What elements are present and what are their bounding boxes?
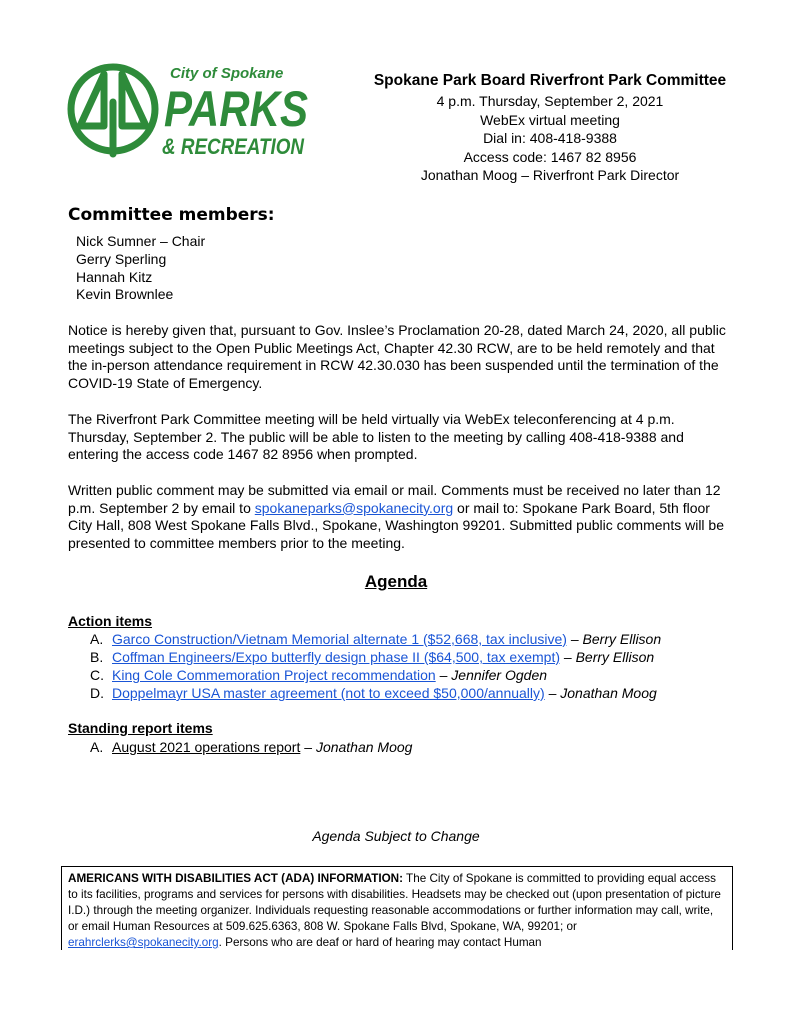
logo-city-text: City of Spokane — [170, 65, 284, 82]
meeting-header — [330, 70, 770, 185]
item-presenter: Berry Ellison — [575, 649, 655, 665]
committee-member: Nick Sumner – Chair — [76, 233, 206, 249]
action-item-link[interactable]: Coffman Engineers/Expo butterfly design phase II ($64,500, tax exempt) — [112, 649, 560, 665]
agenda-heading: Agenda — [364, 572, 428, 591]
item-presenter: Jennifer Ogden — [451, 667, 548, 683]
standing-items-heading: Standing report items — [68, 720, 213, 736]
meeting-director: Jonathan Moog – Riverfront Park Director — [420, 167, 680, 183]
hr-email-link[interactable]: erahrclerks@spokanecity.org — [68, 936, 219, 949]
item-letter: C. — [90, 667, 104, 683]
committee-member: Hannah Kitz — [76, 268, 153, 285]
agenda-change-note: Agenda Subject to Change — [312, 828, 480, 844]
meeting-dial-in: Dial in: 408-418-9388 — [483, 130, 617, 146]
item-presenter: Jonathan Moog — [560, 685, 657, 701]
action-item — [90, 648, 654, 666]
action-item — [90, 666, 547, 684]
item-letter: D. — [90, 685, 104, 701]
item-letter: A. — [90, 739, 104, 755]
notice-paragraph-webex: The Riverfront Park Committee meeting will be held virtually via WebEx teleconferencing at 4 p.m. Thursday, September 2. The public will be able to listen to the meeting by calling 408-418-9388 and entering the access code 1467 82 8956 when prompted. — [68, 411, 684, 463]
parks-email-link[interactable]: spokaneparks@spokanecity.org — [254, 499, 454, 516]
committee-members-list — [76, 233, 205, 304]
notice-paragraph-proclamation: Notice is hereby given that, pursuant to Gov. Inslee’s Proclamation 20-28, dated March 24, 2020, all public meetings subject to the Open Public Meetings Act, Chapter 42.30 RCW, are to be held remotely and that the in-person attendance requirement in RCW 42.30.030 has been suspended until the termination of the COVID-19 State of Emergency. — [68, 322, 726, 392]
item-letter: A. — [90, 631, 104, 647]
action-item-link[interactable]: Garco Construction/Vietnam Memorial alternate 1 ($52,668, tax inclusive) — [112, 631, 567, 647]
action-item-link[interactable]: Doppelmayr USA master agreement (not to exceed $50,000/annually) — [112, 685, 545, 701]
action-item-link[interactable]: King Cole Commemoration Project recommendation — [112, 667, 436, 683]
meeting-title: Spokane Park Board Riverfront Park Committee — [373, 72, 727, 89]
item-presenter: Jonathan Moog — [315, 739, 413, 755]
action-item — [90, 684, 657, 702]
logo-parks-text: PARKS — [164, 81, 308, 137]
logo-recreation-text: & RECREATION — [162, 134, 305, 159]
tree-mark-icon — [71, 67, 155, 154]
item-presenter: Berry Ellison — [582, 631, 662, 647]
committee-member: Kevin Brownlee — [76, 286, 174, 303]
action-items-heading: Action items — [68, 613, 153, 629]
standing-item-title: August 2021 operations report — [112, 739, 301, 755]
item-separator: – — [435, 667, 452, 683]
committee-member: Gerry Sperling — [76, 250, 167, 267]
ada-text-after: . Persons who are deaf or hard of hearing may contact Human — [218, 936, 542, 949]
comment-text-before: Written public comment may be submitted via email or mail. Comments must be received no later than 12 p.m. September 2 by email to — [68, 482, 721, 516]
item-separator: – — [560, 649, 576, 665]
ada-text-before: The City of Spokane is committed to providing equal access to its facilities, programs and services for persons with disabilities. Headsets may be checked out (upon presentation of picture I.D.) through the meeting organizer. Individuals requesting reasonable accommodations or further information may call, write, or email Human Resources at 509.625.6363, 808 W. Spokane Falls Blvd, Spokane, WA, 99201; or — [68, 872, 721, 933]
parks-logo — [66, 62, 312, 162]
action-item — [90, 630, 661, 648]
item-separator: – — [300, 739, 316, 755]
meeting-time: 4 p.m. Thursday, September 2, 2021 — [436, 93, 664, 109]
standing-item — [90, 738, 412, 756]
meeting-access-code: Access code: 1467 82 8956 — [463, 148, 637, 165]
committee-heading: Committee members: — [68, 205, 275, 225]
item-separator: – — [566, 631, 583, 647]
notice-paragraph-comment — [68, 482, 728, 553]
item-letter: B. — [90, 649, 104, 665]
parks-logo-graphic — [66, 62, 312, 162]
ada-information-box — [61, 866, 733, 950]
meeting-venue: WebEx virtual meeting — [480, 111, 620, 128]
ada-label: AMERICANS WITH DISABILITIES ACT (ADA) INFORMATION: — [68, 872, 404, 885]
comment-text-after: or mail to: Spokane Park Board, 5th floor City Hall, 808 West Spokane Falls Blvd., Spokane, Washington 99201. Submitted public comments will be presented to committee members prior to the meeting. — [68, 499, 724, 552]
item-separator: – — [544, 685, 561, 701]
